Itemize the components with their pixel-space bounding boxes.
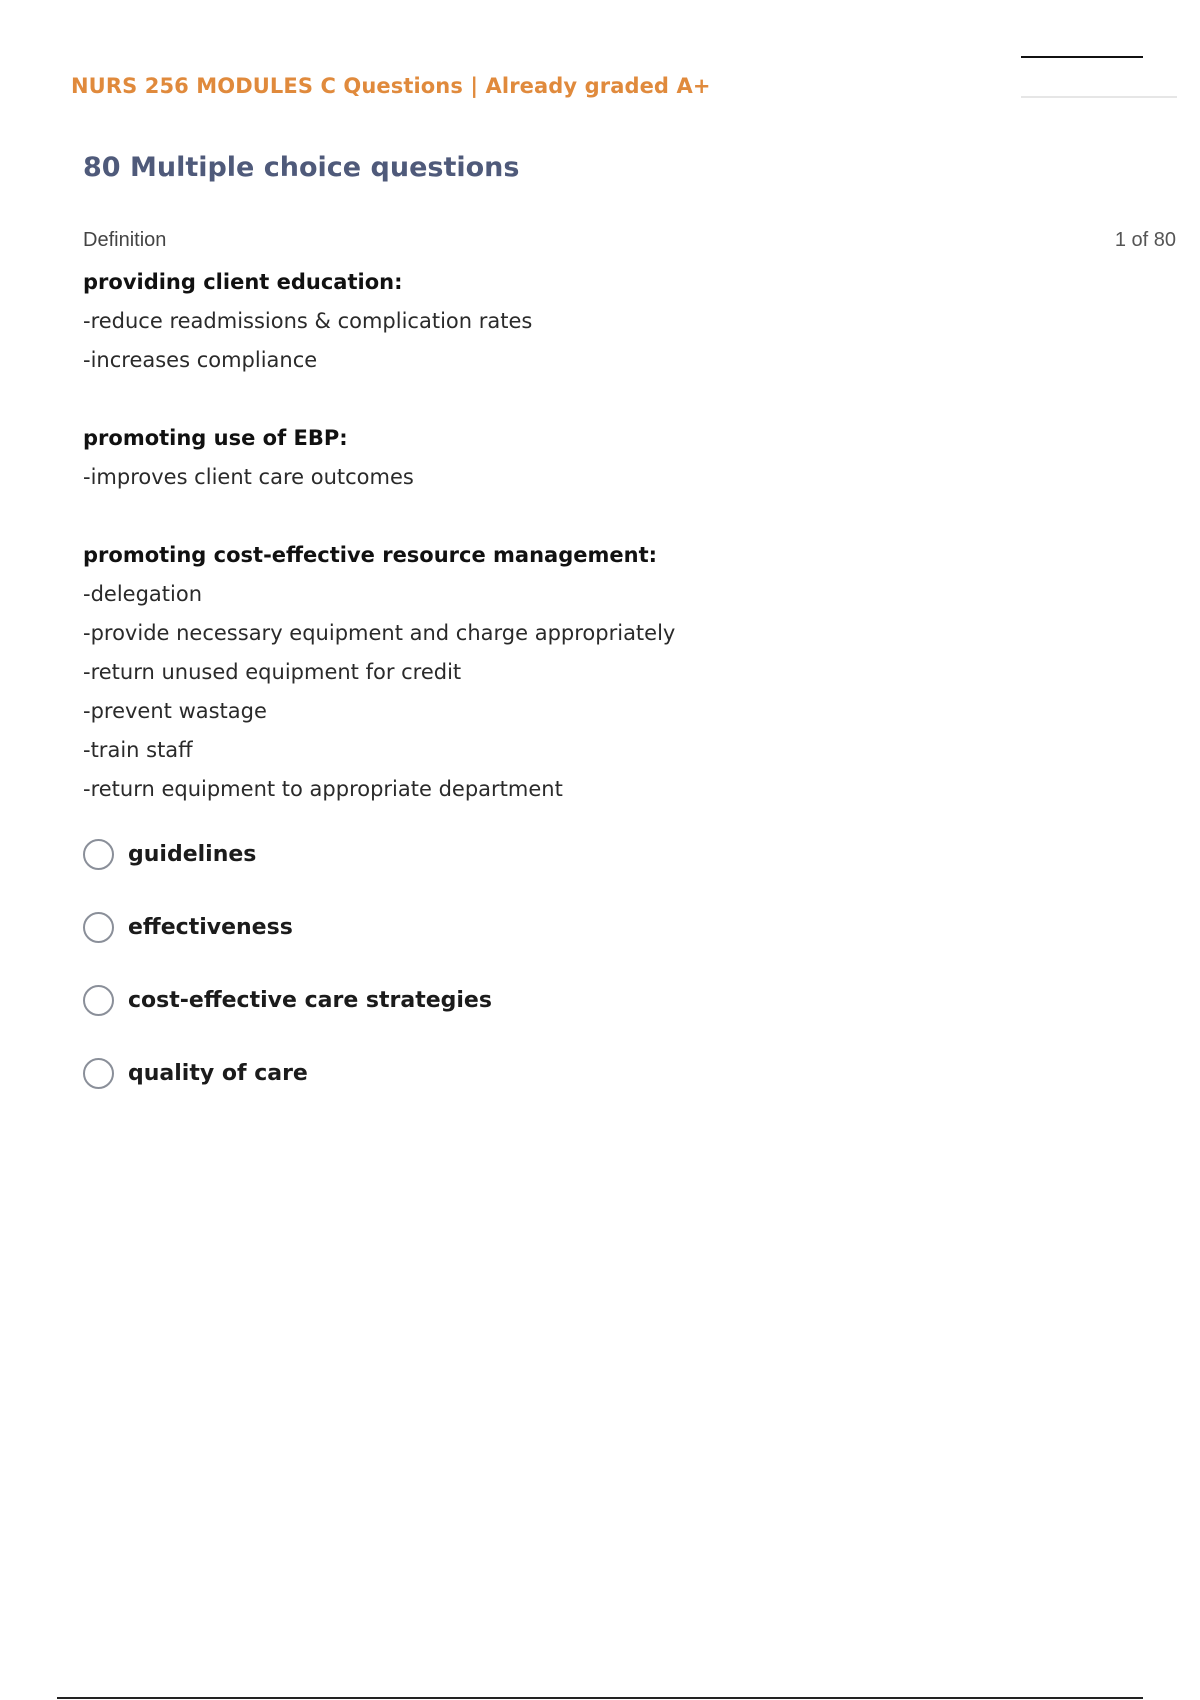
- bottom-rule: [57, 1697, 1143, 1699]
- answer-option[interactable]: [83, 909, 492, 945]
- definition-line: -improves client care outcomes: [83, 465, 414, 489]
- top-right-rule: [1021, 56, 1143, 58]
- answer-option-label: cost-effective care strategies: [128, 987, 492, 1013]
- answer-options: [83, 836, 492, 1128]
- answer-option-label: quality of care: [128, 1060, 308, 1086]
- definition-heading: promoting use of EBP:: [83, 426, 348, 450]
- answer-option[interactable]: [83, 836, 492, 872]
- definition-line: -increases compliance: [83, 348, 318, 372]
- question-counter: 1 of 80: [1114, 229, 1176, 251]
- section-title: 80 Multiple choice questions: [83, 152, 520, 183]
- radio-button[interactable]: [83, 1058, 114, 1089]
- definition-block: [83, 419, 1083, 497]
- question-type-label: Definition: [83, 229, 167, 251]
- definition-heading: providing client education:: [83, 270, 403, 294]
- answer-option[interactable]: [83, 982, 492, 1018]
- answer-option-label: guidelines: [128, 841, 257, 867]
- answer-option[interactable]: [83, 1055, 492, 1091]
- definition-line: -train staff: [83, 738, 193, 762]
- radio-button[interactable]: [83, 839, 114, 870]
- definition-line: -return equipment to appropriate department: [83, 777, 563, 801]
- radio-button[interactable]: [83, 985, 114, 1016]
- definition-block: [83, 536, 1083, 809]
- definition-line: -return unused equipment for credit: [83, 660, 462, 684]
- definition-heading: promoting cost-effective resource management:: [83, 543, 658, 567]
- definition-line: -reduce readmissions & complication rates: [83, 309, 533, 333]
- radio-button[interactable]: [83, 912, 114, 943]
- definition-text: [83, 263, 1083, 848]
- document-title: NURS 256 MODULES C Questions | Already graded A+: [71, 74, 711, 98]
- definition-line: -prevent wastage: [83, 699, 267, 723]
- top-right-faint-rule: [1021, 96, 1177, 98]
- answer-option-label: effectiveness: [128, 914, 293, 940]
- definition-line: -provide necessary equipment and charge appropriately: [83, 621, 676, 645]
- definition-block: [83, 263, 1083, 380]
- definition-line: -delegation: [83, 582, 203, 606]
